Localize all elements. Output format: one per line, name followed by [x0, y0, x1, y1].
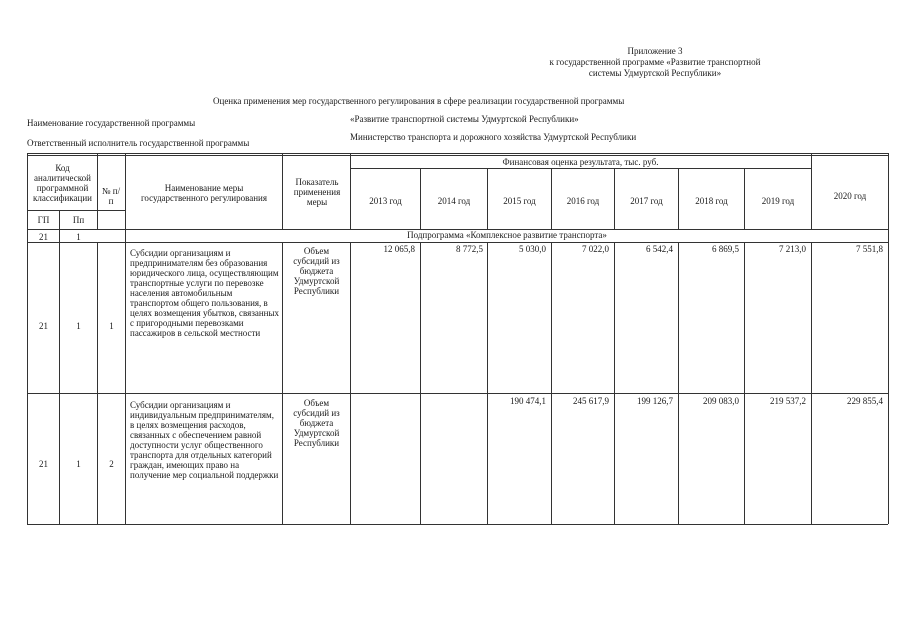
header-finance-group: Финансовая оценка результата, тыс. руб. [502, 157, 659, 167]
header-year-2017: 2017 год [630, 196, 663, 206]
row-2-value-2020: 229 855,4 [847, 396, 883, 406]
row-2-value-2018: 209 083,0 [703, 396, 739, 406]
document-title: Оценка применения мер государственного регулирования в сфере реализации государственной программы [213, 96, 625, 106]
row-1-value-2013: 12 065,8 [383, 244, 415, 254]
header-num: № п/п [101, 186, 121, 206]
header-year-2020: 2020 год [833, 191, 867, 201]
col-border-measure-indicator-header [282, 153, 283, 229]
col-border-2015-2016 [551, 242, 552, 524]
col-border-2013-2014 [420, 242, 421, 524]
header-year-2018: 2018 год [695, 196, 728, 206]
appendix-line-2: к государственной программе «Развитие транспортной [549, 57, 761, 67]
row-2-num: 2 [109, 459, 114, 469]
col-border-2018-2019 [744, 242, 745, 524]
row-1-value-2018: 6 869,5 [712, 244, 739, 254]
table-top-border [27, 153, 888, 156]
row-2-gp: 21 [39, 459, 48, 469]
row-2-value-2015: 190 474,1 [510, 396, 546, 406]
subprogram-bottom-border [27, 242, 888, 243]
row-1-gp: 21 [39, 321, 48, 331]
row-1-value-2016: 7 022,0 [582, 244, 609, 254]
row-1-num: 1 [109, 321, 114, 331]
appendix-line-1: Приложение 3 [627, 46, 683, 56]
col-border-code-num-header [97, 153, 98, 229]
header-code-group: Код аналитической программной классификации [33, 163, 92, 203]
row-1-measure: Субсидии организациям и предпринимателям без образования юридического лица, осуществляющим транспортные услуги по перевозке населения автомобильным транспортом общего пользования, в целях возмещения убытков, связанных с пригородными перевозками пассажиров в сельской местности [130, 248, 280, 338]
row-1-value-2015: 5 030,0 [519, 244, 546, 254]
header-indicator: Показатель применения меры [293, 177, 341, 207]
col-border-2017-2018 [678, 242, 679, 524]
row-2-pp: 1 [76, 459, 81, 469]
executor-value: Министерство транспорта и дорожного хозяйства Удмуртской Республики [350, 132, 637, 142]
appendix-line-3: системы Удмуртской Республики» [588, 68, 722, 78]
col-border-2016-2017 [614, 242, 615, 524]
subprogram-pp: 1 [76, 232, 81, 242]
header-gp: ГП [37, 215, 50, 225]
col-border-2014-2015 [487, 242, 488, 524]
header-year-2014: 2014 год [437, 196, 471, 206]
program-name-label: Наименование государственной программы [27, 118, 196, 128]
row-1-indicator: Объем субсидий из бюджета Удмуртской Республики [293, 246, 340, 296]
header-measure: Наименование меры государственного регулирования [140, 183, 268, 203]
row-1-value-2014: 8 772,5 [456, 244, 483, 254]
col-border-measure-indicator [282, 242, 283, 524]
col-border-gp-pp [59, 210, 60, 524]
executor-label: Ответственный исполнитель государственной программы [27, 138, 250, 148]
col-border-2019-2020 [811, 242, 812, 524]
col-border-right [888, 153, 889, 524]
program-name-value: «Развитие транспортной системы Удмуртской Республики» [350, 114, 579, 124]
header-pp: Пп [72, 215, 85, 225]
row-1-value-2017: 6 542,4 [646, 244, 673, 254]
row-1-bottom-border [27, 393, 888, 394]
row-2-value-2017: 199 126,7 [637, 396, 673, 406]
col-border-num-measure [125, 153, 126, 524]
header-year-2013: 2013 год [369, 196, 402, 206]
header-year-2019: 2019 год [761, 196, 795, 206]
row-2-indicator: Объем субсидий из бюджета Удмуртской Республики [293, 398, 340, 448]
header-year-2016: 2016 год [566, 196, 600, 206]
row-2-bottom-border [27, 524, 888, 525]
subprogram-gp: 21 [39, 232, 48, 242]
col-border-code-num [97, 242, 98, 524]
row-1-value-2019: 7 213,0 [779, 244, 806, 254]
row-2-value-2016: 245 617,9 [573, 396, 609, 406]
row-2-measure: Субсидии организациям и индивидуальным предпринимателям, в целях возмещения расходов, связанных с обеспечением равной доступности услуг общественного транспорта для отдельных категорий граждан, имеющих право на получение мер социальной поддержки [130, 400, 279, 480]
col-border-indicator-2013 [350, 242, 351, 524]
row-1-value-2020: 7 551,8 [856, 244, 883, 254]
subprogram-title: Подпрограмма «Комплексное развитие транспорта» [407, 230, 607, 240]
row-2-value-2019: 219 537,2 [770, 396, 806, 406]
header-year-2015: 2015 год [503, 196, 536, 206]
row-1-pp: 1 [76, 321, 81, 331]
code-group-underline [27, 210, 125, 211]
